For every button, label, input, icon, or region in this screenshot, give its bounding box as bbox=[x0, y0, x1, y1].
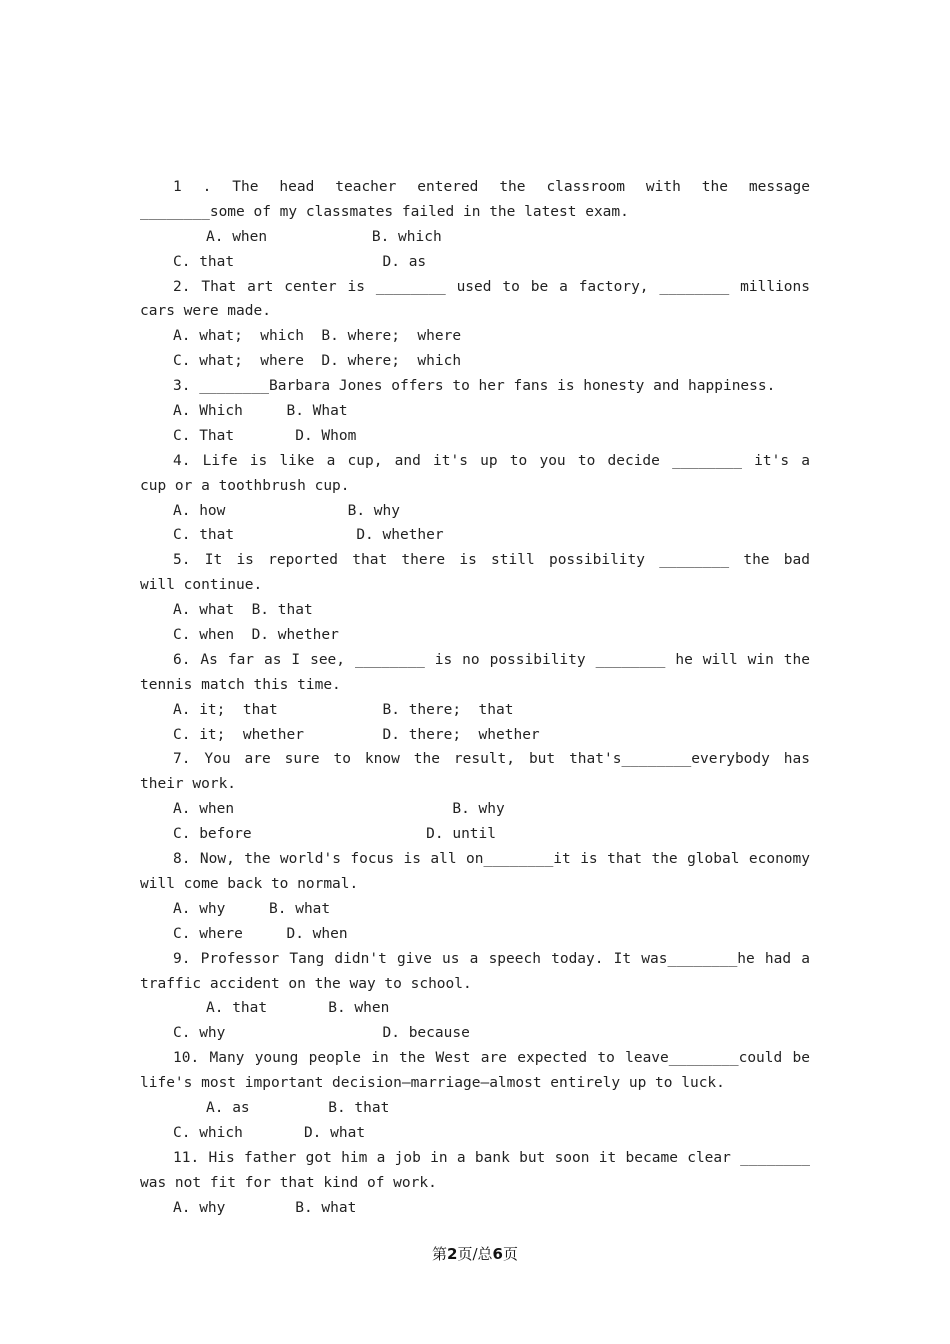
question-4-stem-cont: cup or a toothbrush cup. bbox=[140, 477, 350, 494]
question-7-options-ab: A. when B. why bbox=[173, 801, 505, 818]
question-3-options-ab: A. Which B. What bbox=[173, 403, 348, 420]
question-2-options-ab: A. what; which B. where; where bbox=[173, 328, 462, 345]
question-8-stem-cont: will come back to normal. bbox=[140, 875, 359, 892]
question-4-options-ab: A. how B. why bbox=[173, 502, 400, 519]
question-8-options-cd: C. where D. when bbox=[173, 925, 348, 942]
question-5-stem: 5. It is reported that there is still possibility ________ the bad bbox=[173, 552, 810, 569]
question-11-stem-cont: was not fit for that kind of work. bbox=[140, 1174, 437, 1191]
question-10-stem: 10. Many young people in the West are expected to leave________could be bbox=[173, 1050, 810, 1067]
page-footer bbox=[0, 1243, 950, 1264]
question-4-options-cd: C. that D. whether bbox=[173, 527, 444, 544]
question-3-stem: 3. ________Barbara Jones offers to her fans is honesty and happiness. bbox=[173, 378, 776, 395]
question-9-stem-cont: traffic accident on the way to school. bbox=[140, 975, 472, 992]
question-6-options-cd: C. it; whether D. there; whether bbox=[173, 726, 540, 743]
question-5-options-ab: A. what B. that bbox=[173, 602, 313, 619]
question-7-stem-cont: their work. bbox=[140, 776, 237, 793]
question-1-stem: 1 . The head teacher entered the classroom with the message bbox=[173, 179, 810, 195]
question-3-options-cd: C. That D. Whom bbox=[173, 427, 357, 444]
question-9-stem: 9. Professor Tang didn't give us a speech today. It was________he had a bbox=[173, 950, 810, 967]
footer-suffix: 页 bbox=[502, 1245, 518, 1263]
footer-total-pages: 6 bbox=[492, 1245, 503, 1263]
question-11-options-ab: A. why B. what bbox=[173, 1199, 357, 1216]
question-8-options-ab: A. why B. what bbox=[173, 900, 331, 917]
question-9-options-cd: C. why D. because bbox=[173, 1025, 470, 1042]
question-7-stem: 7. You are sure to know the result, but that's________everybody has bbox=[173, 751, 810, 768]
question-6-stem: 6. As far as I see, ________ is no possibility ________ he will win the bbox=[173, 651, 810, 668]
question-10-options-cd: C. which D. what bbox=[173, 1124, 366, 1141]
question-11-stem: 11. His father got him a job in a bank but soon it became clear ________ bbox=[173, 1149, 810, 1166]
question-list bbox=[140, 175, 810, 1220]
question-10-stem-cont: life's most important decision—marriage—almost entirely up to luck. bbox=[140, 1075, 725, 1092]
question-5-stem-cont: will continue. bbox=[140, 577, 263, 594]
question-10-options-ab: A. as B. that bbox=[206, 1099, 390, 1116]
question-4-stem: 4. Life is like a cup, and it's up to you to decide ________ it's a bbox=[173, 452, 810, 469]
footer-middle: 页/总 bbox=[457, 1245, 493, 1263]
question-9-options-ab: A. that B. when bbox=[206, 1000, 390, 1017]
question-1-options-ab: A. when B. which bbox=[206, 228, 442, 245]
question-5-options-cd: C. when D. whether bbox=[173, 627, 339, 644]
question-6-stem-cont: tennis match this time. bbox=[140, 676, 341, 693]
question-2-stem: 2. That art center is ________ used to be a factory, ________ millions bbox=[173, 278, 810, 295]
footer-page-number: 2 bbox=[447, 1245, 458, 1263]
question-2-stem-cont: cars were made. bbox=[140, 303, 271, 320]
question-1-stem-cont: ________some of my classmates failed in the latest exam. bbox=[140, 203, 629, 220]
question-6-options-ab: A. it; that B. there; that bbox=[173, 701, 514, 718]
question-8-stem: 8. Now, the world's focus is all on________it is that the global economy bbox=[173, 851, 810, 868]
question-2-options-cd: C. what; where D. where; which bbox=[173, 353, 462, 370]
question-7-options-cd: C. before D. until bbox=[173, 826, 497, 843]
question-1-options-cd: C. that D. as bbox=[173, 253, 427, 270]
footer-prefix: 第 bbox=[432, 1245, 448, 1263]
